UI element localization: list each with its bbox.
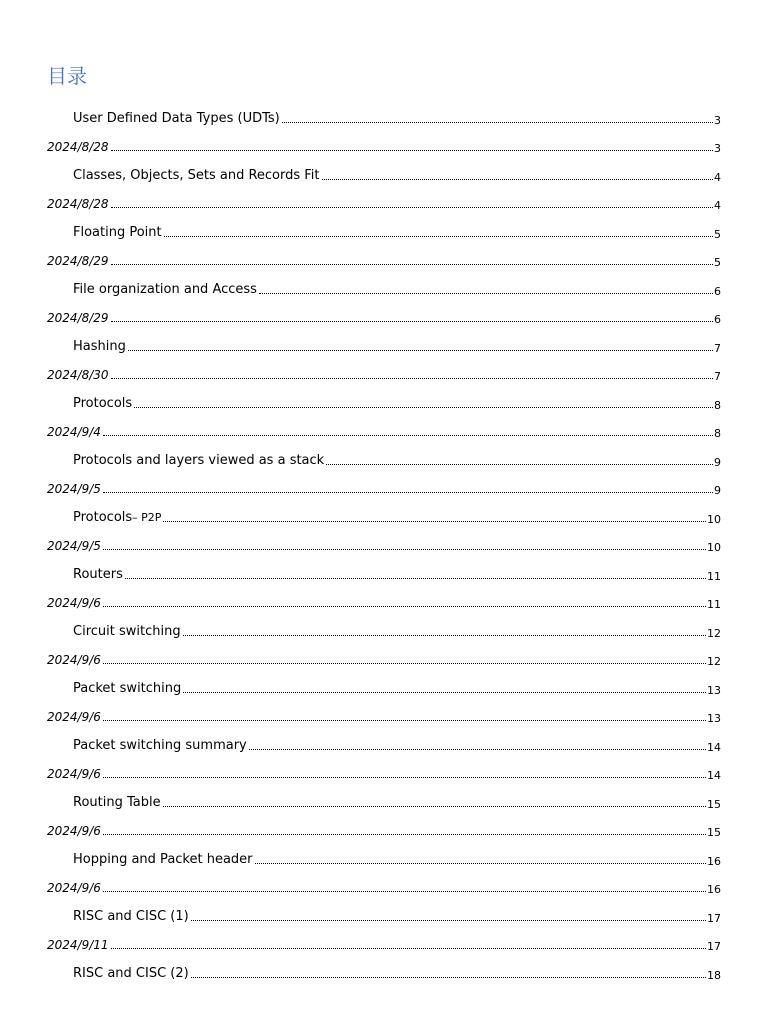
toc-page-number: 16 bbox=[707, 883, 721, 896]
toc-entry-text: User Defined Data Types (UDTs) bbox=[73, 110, 280, 126]
toc-entry-title[interactable] bbox=[0, 160, 768, 189]
toc-page-number: 3 bbox=[714, 113, 721, 127]
toc-entry-text: Hopping and Packet header bbox=[73, 851, 253, 867]
toc-entry-title[interactable] bbox=[0, 331, 768, 360]
toc-entry-title[interactable] bbox=[0, 103, 768, 132]
toc-entry-text: Routing Table bbox=[73, 794, 161, 810]
toc-entry-text: Packet switching summary bbox=[73, 737, 247, 753]
toc-page-number: 10 bbox=[707, 512, 721, 526]
dot-leader bbox=[111, 150, 713, 151]
toc-page-number: 14 bbox=[707, 769, 721, 782]
toc-entry-text: 2024/9/6 bbox=[47, 767, 101, 781]
toc-entry-title[interactable] bbox=[0, 958, 768, 987]
dot-leader bbox=[103, 435, 713, 436]
toc-entry-date[interactable] bbox=[0, 702, 768, 731]
toc-entry-date[interactable] bbox=[0, 816, 768, 845]
toc-entry-text: Hashing bbox=[73, 338, 126, 354]
toc-page-number: 8 bbox=[714, 427, 721, 440]
toc-page-number: 13 bbox=[707, 683, 721, 697]
dot-leader bbox=[191, 977, 706, 978]
toc-entry-text: RISC and CISC (2) bbox=[73, 965, 189, 981]
toc-page-number: 7 bbox=[714, 341, 721, 355]
toc-entry-text: Circuit switching bbox=[73, 623, 181, 639]
dot-leader bbox=[255, 863, 706, 864]
table-of-contents bbox=[0, 103, 768, 987]
toc-entry-title[interactable] bbox=[0, 844, 768, 873]
toc-entry-text: 2024/8/29 bbox=[47, 254, 109, 268]
dot-leader bbox=[111, 207, 713, 208]
toc-page-number: 17 bbox=[707, 940, 721, 953]
toc-entry-text: 2024/9/6 bbox=[47, 824, 101, 838]
dot-leader bbox=[111, 321, 713, 322]
dot-leader bbox=[259, 293, 713, 294]
toc-entry-text: Floating Point bbox=[73, 224, 162, 240]
dot-leader bbox=[191, 920, 706, 921]
toc-page-number: 10 bbox=[707, 541, 721, 554]
toc-page-number: 5 bbox=[714, 256, 721, 269]
dot-leader bbox=[125, 578, 706, 579]
toc-entry-text: 2024/9/6 bbox=[47, 710, 101, 724]
toc-entry-title[interactable] bbox=[0, 502, 768, 531]
dot-leader bbox=[111, 948, 706, 949]
toc-page-number: 6 bbox=[714, 313, 721, 326]
toc-entry-title[interactable] bbox=[0, 388, 768, 417]
dot-leader bbox=[111, 264, 713, 265]
dot-leader bbox=[164, 236, 713, 237]
toc-page-number: 5 bbox=[714, 227, 721, 241]
toc-entry-title[interactable] bbox=[0, 673, 768, 702]
toc-entry-date[interactable] bbox=[0, 930, 768, 959]
toc-entry-title[interactable] bbox=[0, 901, 768, 930]
toc-page-number: 11 bbox=[707, 598, 721, 611]
toc-entry-date[interactable] bbox=[0, 246, 768, 275]
toc-page-number: 13 bbox=[707, 712, 721, 725]
dot-leader bbox=[103, 720, 706, 721]
dot-leader bbox=[111, 378, 713, 379]
toc-entry-text: 2024/8/30 bbox=[47, 368, 109, 382]
toc-page-number: 8 bbox=[714, 398, 721, 412]
toc-entry-title[interactable] bbox=[0, 445, 768, 474]
toc-entry-text: File organization and Access bbox=[73, 281, 257, 297]
toc-entry-date[interactable] bbox=[0, 417, 768, 446]
toc-entry-text: 2024/9/6 bbox=[47, 881, 101, 895]
dot-leader bbox=[163, 521, 706, 522]
dot-leader bbox=[128, 350, 713, 351]
toc-page-number: 17 bbox=[707, 911, 721, 925]
dot-leader bbox=[103, 492, 713, 493]
toc-entry-text: 2024/9/6 bbox=[47, 596, 101, 610]
toc-entry-text: 2024/9/11 bbox=[47, 938, 109, 952]
dot-leader bbox=[183, 635, 706, 636]
toc-entry-date[interactable] bbox=[0, 303, 768, 332]
toc-entry-text: Protocols and layers viewed as a stack bbox=[73, 452, 325, 468]
dot-leader bbox=[326, 464, 713, 465]
dot-leader bbox=[103, 549, 706, 550]
toc-page-number: 12 bbox=[707, 626, 721, 640]
toc-entry-text: 2024/9/6 bbox=[47, 653, 101, 667]
toc-page-number: 7 bbox=[714, 370, 721, 383]
dot-leader bbox=[163, 806, 706, 807]
toc-entry-date[interactable] bbox=[0, 588, 768, 617]
toc-entry-text: Routers bbox=[73, 566, 123, 582]
toc-entry-text: Packet switching bbox=[73, 680, 182, 696]
toc-page-number: 16 bbox=[707, 854, 721, 868]
toc-entry-text: Protocols bbox=[73, 509, 133, 525]
toc-entry-text: Protocols bbox=[73, 395, 133, 411]
toc-entry-title[interactable] bbox=[0, 730, 768, 759]
toc-heading: 目录 bbox=[47, 64, 87, 88]
toc-entry-title[interactable] bbox=[0, 559, 768, 588]
toc-entry-date[interactable] bbox=[0, 759, 768, 788]
toc-page-number: 15 bbox=[707, 826, 721, 839]
toc-entry-date[interactable] bbox=[0, 360, 768, 389]
dot-leader bbox=[322, 179, 713, 180]
dot-leader bbox=[282, 122, 713, 123]
toc-page-number: 4 bbox=[714, 199, 721, 212]
toc-entry-title[interactable] bbox=[0, 787, 768, 816]
toc-page-number: 9 bbox=[714, 484, 721, 497]
toc-entry-title[interactable] bbox=[0, 274, 768, 303]
toc-entry-text: 2024/9/4 bbox=[47, 425, 101, 439]
dot-leader bbox=[103, 663, 706, 664]
toc-entry-title[interactable] bbox=[0, 217, 768, 246]
toc-entry-date[interactable] bbox=[0, 132, 768, 161]
toc-page-number: 11 bbox=[707, 569, 721, 583]
toc-entry-date[interactable] bbox=[0, 531, 768, 560]
toc-entry-text: 2024/8/28 bbox=[47, 197, 109, 211]
toc-entry-text-suffix: – P2P bbox=[132, 510, 162, 524]
toc-entry-date[interactable] bbox=[0, 645, 768, 674]
dot-leader bbox=[103, 834, 706, 835]
toc-entry-date[interactable] bbox=[0, 474, 768, 503]
toc-page-number: 18 bbox=[707, 968, 721, 982]
toc-entry-date[interactable] bbox=[0, 189, 768, 218]
toc-entry-text: Classes, Objects, Sets and Records Fit bbox=[73, 167, 320, 183]
toc-page-number: 3 bbox=[714, 142, 721, 155]
toc-entry-text: 2024/9/5 bbox=[47, 539, 101, 553]
toc-page-number: 4 bbox=[714, 170, 721, 184]
toc-entry-date[interactable] bbox=[0, 873, 768, 902]
toc-page-number: 6 bbox=[714, 284, 721, 298]
dot-leader bbox=[103, 891, 706, 892]
dot-leader bbox=[249, 749, 706, 750]
toc-entry-text: 2024/9/5 bbox=[47, 482, 101, 496]
toc-entry-text: 2024/8/29 bbox=[47, 311, 109, 325]
dot-leader bbox=[134, 407, 713, 408]
toc-page-number: 15 bbox=[707, 797, 721, 811]
toc-page-number: 9 bbox=[714, 455, 721, 469]
dot-leader bbox=[103, 606, 706, 607]
toc-entry-text: 2024/8/28 bbox=[47, 140, 109, 154]
dot-leader bbox=[183, 692, 706, 693]
dot-leader bbox=[103, 777, 706, 778]
toc-entry-title[interactable] bbox=[0, 616, 768, 645]
toc-entry-text: RISC and CISC (1) bbox=[73, 908, 189, 924]
toc-page-number: 12 bbox=[707, 655, 721, 668]
toc-page-number: 14 bbox=[707, 740, 721, 754]
